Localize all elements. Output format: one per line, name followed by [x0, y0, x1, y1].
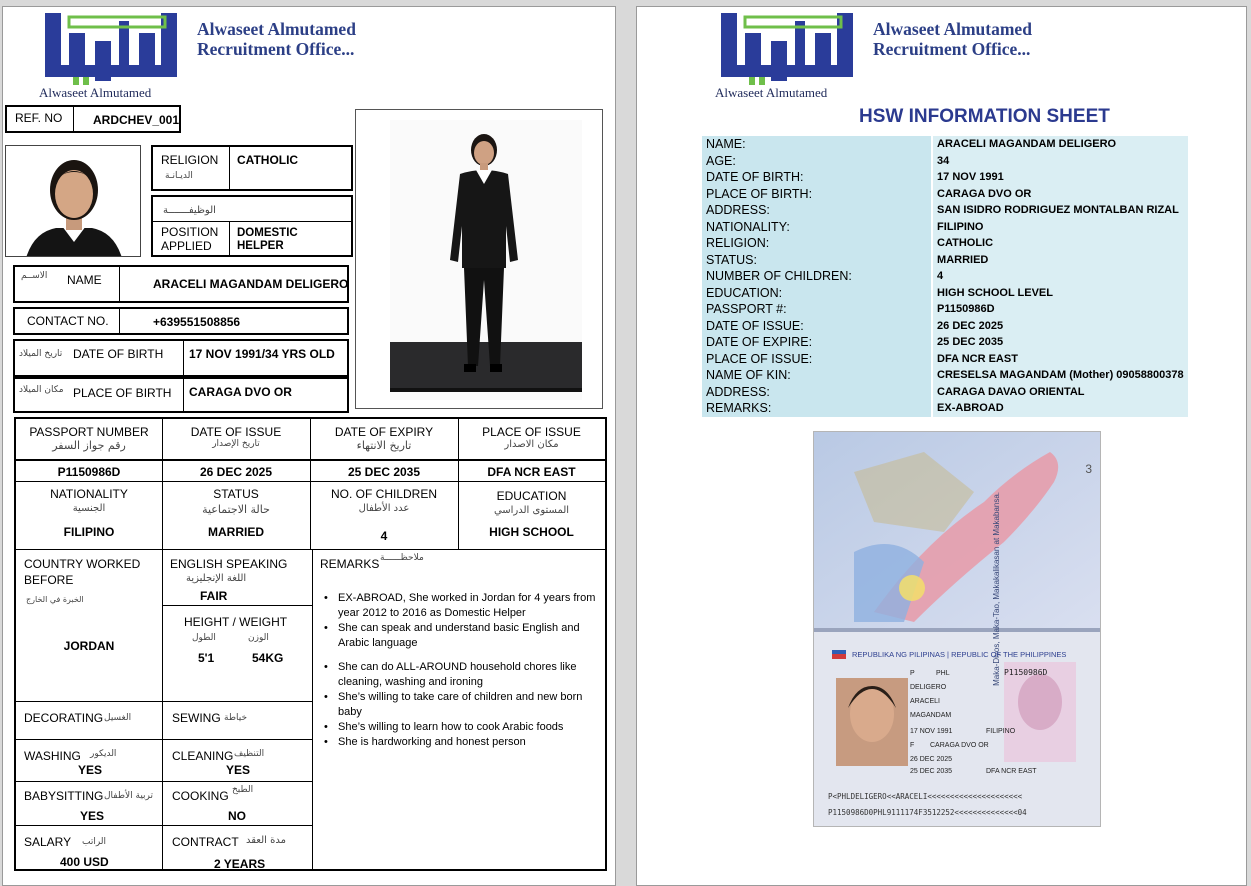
place-issue-value: DFA NCR EAST	[487, 465, 576, 479]
pob-label: PLACE OF BIRTH	[73, 386, 172, 400]
place-issue-label: PLACE OF ISSUE	[482, 425, 581, 439]
remark-item: • She can do ALL-AROUND household chores like cleaning, washing and ironing	[322, 660, 602, 690]
hw-label: HEIGHT / WEIGHT	[184, 615, 288, 629]
babysitting-label: BABYSITTING	[24, 789, 104, 803]
passport-nationality: FILIPINO	[986, 728, 1016, 735]
info-row-value: 25 DEC 2035	[933, 334, 1188, 351]
passport-pob: CARAGA DVO OR	[930, 742, 989, 749]
info-row-value: 4	[933, 268, 1188, 285]
cleaning-value: YES	[226, 763, 251, 777]
contract-arabic: مدة العقد	[246, 835, 286, 846]
passport-expiry-date: 25 DEC 2035	[910, 768, 953, 775]
company-name-line2: Recruitment Office...	[873, 39, 1031, 59]
company-logo	[715, 11, 869, 103]
passport-number-value: P1150986D	[57, 465, 121, 479]
info-row	[702, 351, 1188, 368]
babysitting-arabic: تربية الأطفال	[104, 791, 154, 801]
passport-surname: DELIGERO	[910, 684, 947, 691]
position-value-1: DOMESTIC	[237, 227, 298, 239]
ref-no-box	[5, 105, 181, 133]
info-row	[702, 252, 1188, 269]
face-photo	[5, 145, 141, 257]
info-row-label: DATE OF EXPIRE:	[702, 334, 931, 351]
country-value: JORDAN	[63, 639, 115, 653]
salary-label: SALARY	[24, 835, 72, 849]
english-label: ENGLISH SPEAKING	[170, 557, 288, 571]
info-row-value: FILIPINO	[933, 219, 1188, 236]
passport-type: P	[910, 670, 915, 677]
remark-item: • EX-ABROAD, She worked in Jordan for 4 years from year 2012 to 2016 as Domestic Helper	[322, 591, 602, 621]
info-row-label: PASSPORT #:	[702, 301, 931, 318]
details-table	[14, 417, 607, 871]
nationality-label: NATIONALITY	[50, 487, 128, 501]
info-row-label: STATUS:	[702, 252, 931, 269]
info-row	[702, 334, 1188, 351]
height-arabic: الطول	[192, 633, 216, 643]
status-value: MARRIED	[208, 525, 264, 539]
info-row-label: ADDRESS:	[702, 384, 931, 401]
cv-page	[2, 6, 616, 886]
children-value: 4	[380, 529, 388, 543]
babysitting-value: YES	[80, 809, 105, 823]
contract-label: CONTRACT	[172, 835, 239, 849]
remark-item: • She is hardworking and honest person	[322, 735, 602, 750]
status-label: STATUS	[213, 487, 259, 501]
nationality-arabic: الجنسية	[72, 503, 106, 514]
cooking-label: COOKING	[172, 789, 229, 803]
info-row	[702, 219, 1188, 236]
religion-label: RELIGION	[161, 153, 219, 167]
contact-value: +639551508856	[153, 315, 241, 329]
company-name	[197, 19, 356, 59]
info-row-label: DATE OF BIRTH:	[702, 169, 931, 186]
sewing-label: SEWING	[172, 711, 221, 725]
passport-dob: 17 NOV 1991	[910, 728, 953, 735]
info-row-value: 34	[933, 153, 1188, 170]
info-row-value: MARRIED	[933, 252, 1188, 269]
info-row	[702, 367, 1188, 384]
dob-box	[13, 339, 349, 377]
info-sheet-page	[636, 6, 1247, 886]
info-row-value: 26 DEC 2025	[933, 318, 1188, 335]
remark-item: • She can speak and understand basic English and Arabic language	[322, 621, 602, 651]
info-row-value: CRESELSA MAGANDAM (Mother) 09058800378	[933, 367, 1188, 384]
sewing-arabic: خياطة	[224, 713, 248, 723]
info-row-label: NAME OF KIN:	[702, 367, 931, 384]
date-expiry-label: DATE OF EXPIRY	[334, 425, 434, 439]
info-row	[702, 202, 1188, 219]
info-row	[702, 235, 1188, 252]
logo-icon	[719, 11, 857, 87]
weight-value: 54KG	[252, 651, 284, 665]
place-issue-arabic: مكان الاصدار	[504, 439, 559, 450]
info-row-label: REMARKS:	[702, 400, 931, 417]
passport-side-text: Maka-Diyos, Maka-Tao, Makakalikasan at Makabansa.	[992, 492, 1001, 686]
date-issue-arabic: تاريخ الإصدار	[212, 439, 260, 449]
info-row	[702, 301, 1188, 318]
passport-number-label: PASSPORT NUMBER	[29, 425, 149, 439]
info-row-label: ADDRESS:	[702, 202, 931, 219]
info-row	[702, 285, 1188, 302]
position-label-2: APPLIED	[161, 239, 212, 253]
contact-label: CONTACT NO.	[27, 314, 109, 328]
position-label-1: POSITION	[161, 225, 219, 239]
education-arabic: المستوى الدراسي	[493, 505, 570, 516]
education-label: EDUCATION	[496, 489, 567, 503]
ref-no-value: ARDCHEV_001	[93, 113, 180, 127]
position-box	[151, 195, 353, 257]
english-value: FAIR	[200, 589, 228, 603]
info-row	[702, 400, 1188, 417]
dob-label: DATE OF BIRTH	[73, 347, 164, 361]
info-row-value: CARAGA DVO OR	[933, 186, 1188, 203]
position-arabic: الوظيفـــــــة	[163, 205, 216, 216]
name-box	[13, 265, 349, 303]
company-name-line1: Alwaseet Almutamed	[197, 19, 356, 39]
info-row-value: CARAGA DAVAO ORIENTAL	[933, 384, 1188, 401]
info-row-value: EX-ABROAD	[933, 400, 1188, 417]
info-row-label: NATIONALITY:	[702, 219, 931, 236]
info-row-label: RELIGION:	[702, 235, 931, 252]
company-name-line1: Alwaseet Almutamed	[873, 19, 1032, 39]
name-label: NAME	[67, 273, 102, 287]
info-row	[702, 153, 1188, 170]
info-row	[702, 169, 1188, 186]
passport-scan-number: P1150986D	[1004, 668, 1048, 677]
education-value: HIGH SCHOOL	[489, 525, 574, 539]
contract-value: 2 YEARS	[214, 857, 266, 871]
remark-item: • She’s willing to learn how to cook Arabic foods	[322, 720, 602, 735]
english-arabic: اللغة الإنجليزية	[186, 573, 247, 584]
salary-arabic: الراتب	[82, 837, 107, 847]
info-row-value: P1150986D	[933, 301, 1188, 318]
info-row-value: 17 NOV 1991	[933, 169, 1188, 186]
company-name	[873, 19, 1032, 59]
cleaning-label: CLEANING	[172, 749, 234, 763]
date-issue-value: 26 DEC 2025	[199, 465, 273, 479]
info-row	[702, 136, 1188, 153]
info-row	[702, 268, 1188, 285]
passport-authority: DFA NCR EAST	[986, 768, 1037, 775]
logo-caption: Alwaseet Almutamed	[39, 85, 152, 100]
logo-icon	[43, 11, 181, 87]
passport-scan	[813, 431, 1101, 827]
passport-mrz-line1: P<PHLDELIGERO<<ARACELI<<<<<<<<<<<<<<<<<<<<<	[828, 792, 1023, 801]
passport-issue-date: 26 DEC 2025	[910, 756, 953, 763]
pob-arabic: مكان الميلاد	[19, 385, 64, 395]
date-expiry-arabic: تاريخ الانتهاء	[356, 439, 412, 452]
date-issue-label: DATE OF ISSUE	[190, 425, 282, 439]
pob-value: CARAGA DVO OR	[189, 385, 292, 399]
children-arabic: عدد الأطفال	[358, 503, 410, 514]
info-row-label: DATE OF ISSUE:	[702, 318, 931, 335]
passport-mrz-line2: P1150986D0PHL9111174F3512252<<<<<<<<<<<<<<04	[828, 808, 1027, 817]
children-label: NO. OF CHILDREN	[330, 487, 437, 501]
nationality-value: FILIPINO	[63, 525, 115, 539]
remarks-arabic: ملاحظــــــة	[380, 553, 424, 563]
company-name-line2: Recruitment Office...	[197, 39, 355, 59]
passport-page-number: 3	[1085, 462, 1092, 476]
info-row	[702, 186, 1188, 203]
cooking-arabic: الطبخ	[232, 785, 254, 795]
info-row-label: PLACE OF ISSUE:	[702, 351, 931, 368]
country-label-2: BEFORE	[24, 573, 74, 587]
info-row-value: CATHOLIC	[933, 235, 1188, 252]
washing-value: YES	[78, 763, 103, 777]
remarks-label: REMARKS	[320, 557, 380, 571]
info-row	[702, 318, 1188, 335]
info-row-label: PLACE OF BIRTH:	[702, 186, 931, 203]
dob-arabic: تاريخ الميلاد	[19, 349, 63, 359]
status-arabic: حالة الاجتماعية	[202, 503, 270, 516]
passport-middle-name: MAGANDAM	[910, 712, 952, 719]
name-value: ARACELI MAGANDAM DELIGERO	[153, 277, 349, 291]
info-row-label: AGE:	[702, 153, 931, 170]
passport-code: PHL	[936, 670, 950, 677]
info-table	[702, 136, 1188, 417]
full-body-photo	[355, 109, 603, 409]
pob-box	[13, 377, 349, 413]
religion-value: CATHOLIC	[237, 153, 299, 167]
logo-caption: Alwaseet Almutamed	[715, 85, 828, 100]
info-row-label: NAME:	[702, 136, 931, 153]
passport-sex: F	[910, 742, 915, 749]
washing-arabic: الديكور	[90, 749, 117, 759]
weight-arabic: الوزن	[248, 633, 269, 643]
company-logo	[39, 11, 193, 103]
sheet-title: HSW INFORMATION SHEET	[859, 106, 1110, 127]
washing-label: WASHING	[24, 749, 81, 763]
info-row-value: DFA NCR EAST	[933, 351, 1188, 368]
cooking-value: NO	[228, 809, 246, 823]
ref-no-label: REF. NO	[15, 111, 63, 125]
contact-box	[13, 307, 349, 335]
date-expiry-value: 25 DEC 2035	[347, 465, 421, 479]
name-arabic: الاســم	[21, 271, 48, 281]
info-row-value: HIGH SCHOOL LEVEL	[933, 285, 1188, 302]
info-row	[702, 384, 1188, 401]
country-arabic: الخبرة في الخارج	[26, 595, 84, 604]
decorating-arabic: الغسيل	[104, 713, 132, 723]
passport-given-names: ARACELI	[910, 698, 940, 705]
remark-item: • She’s willing to take care of children and new born baby	[322, 690, 602, 720]
position-value-2: HELPER	[237, 240, 284, 252]
country-label-1: COUNTRY WORKED	[24, 557, 141, 571]
info-row-label: NUMBER OF CHILDREN:	[702, 268, 931, 285]
religion-arabic: الديـانـة	[165, 171, 193, 181]
dob-value: 17 NOV 1991/34 YRS OLD	[189, 347, 335, 361]
religion-box	[151, 145, 353, 191]
info-row-label: EDUCATION:	[702, 285, 931, 302]
info-row-value: SAN ISIDRO RODRIGUEZ MONTALBAN RIZAL	[933, 202, 1188, 219]
info-row-value: ARACELI MAGANDAM DELIGERO	[933, 136, 1188, 153]
cleaning-arabic: التنظيف	[234, 749, 265, 759]
decorating-label: DECORATING	[24, 711, 104, 725]
passport-header: REPUBLIKA NG PILIPINAS | REPUBLIC OF THE PHILIPPINES	[852, 650, 1067, 659]
remarks-list	[322, 591, 602, 750]
salary-value: 400 USD	[60, 855, 109, 869]
height-value: 5'1	[198, 651, 215, 665]
passport-number-arabic: رقم جواز السفر	[52, 439, 126, 452]
